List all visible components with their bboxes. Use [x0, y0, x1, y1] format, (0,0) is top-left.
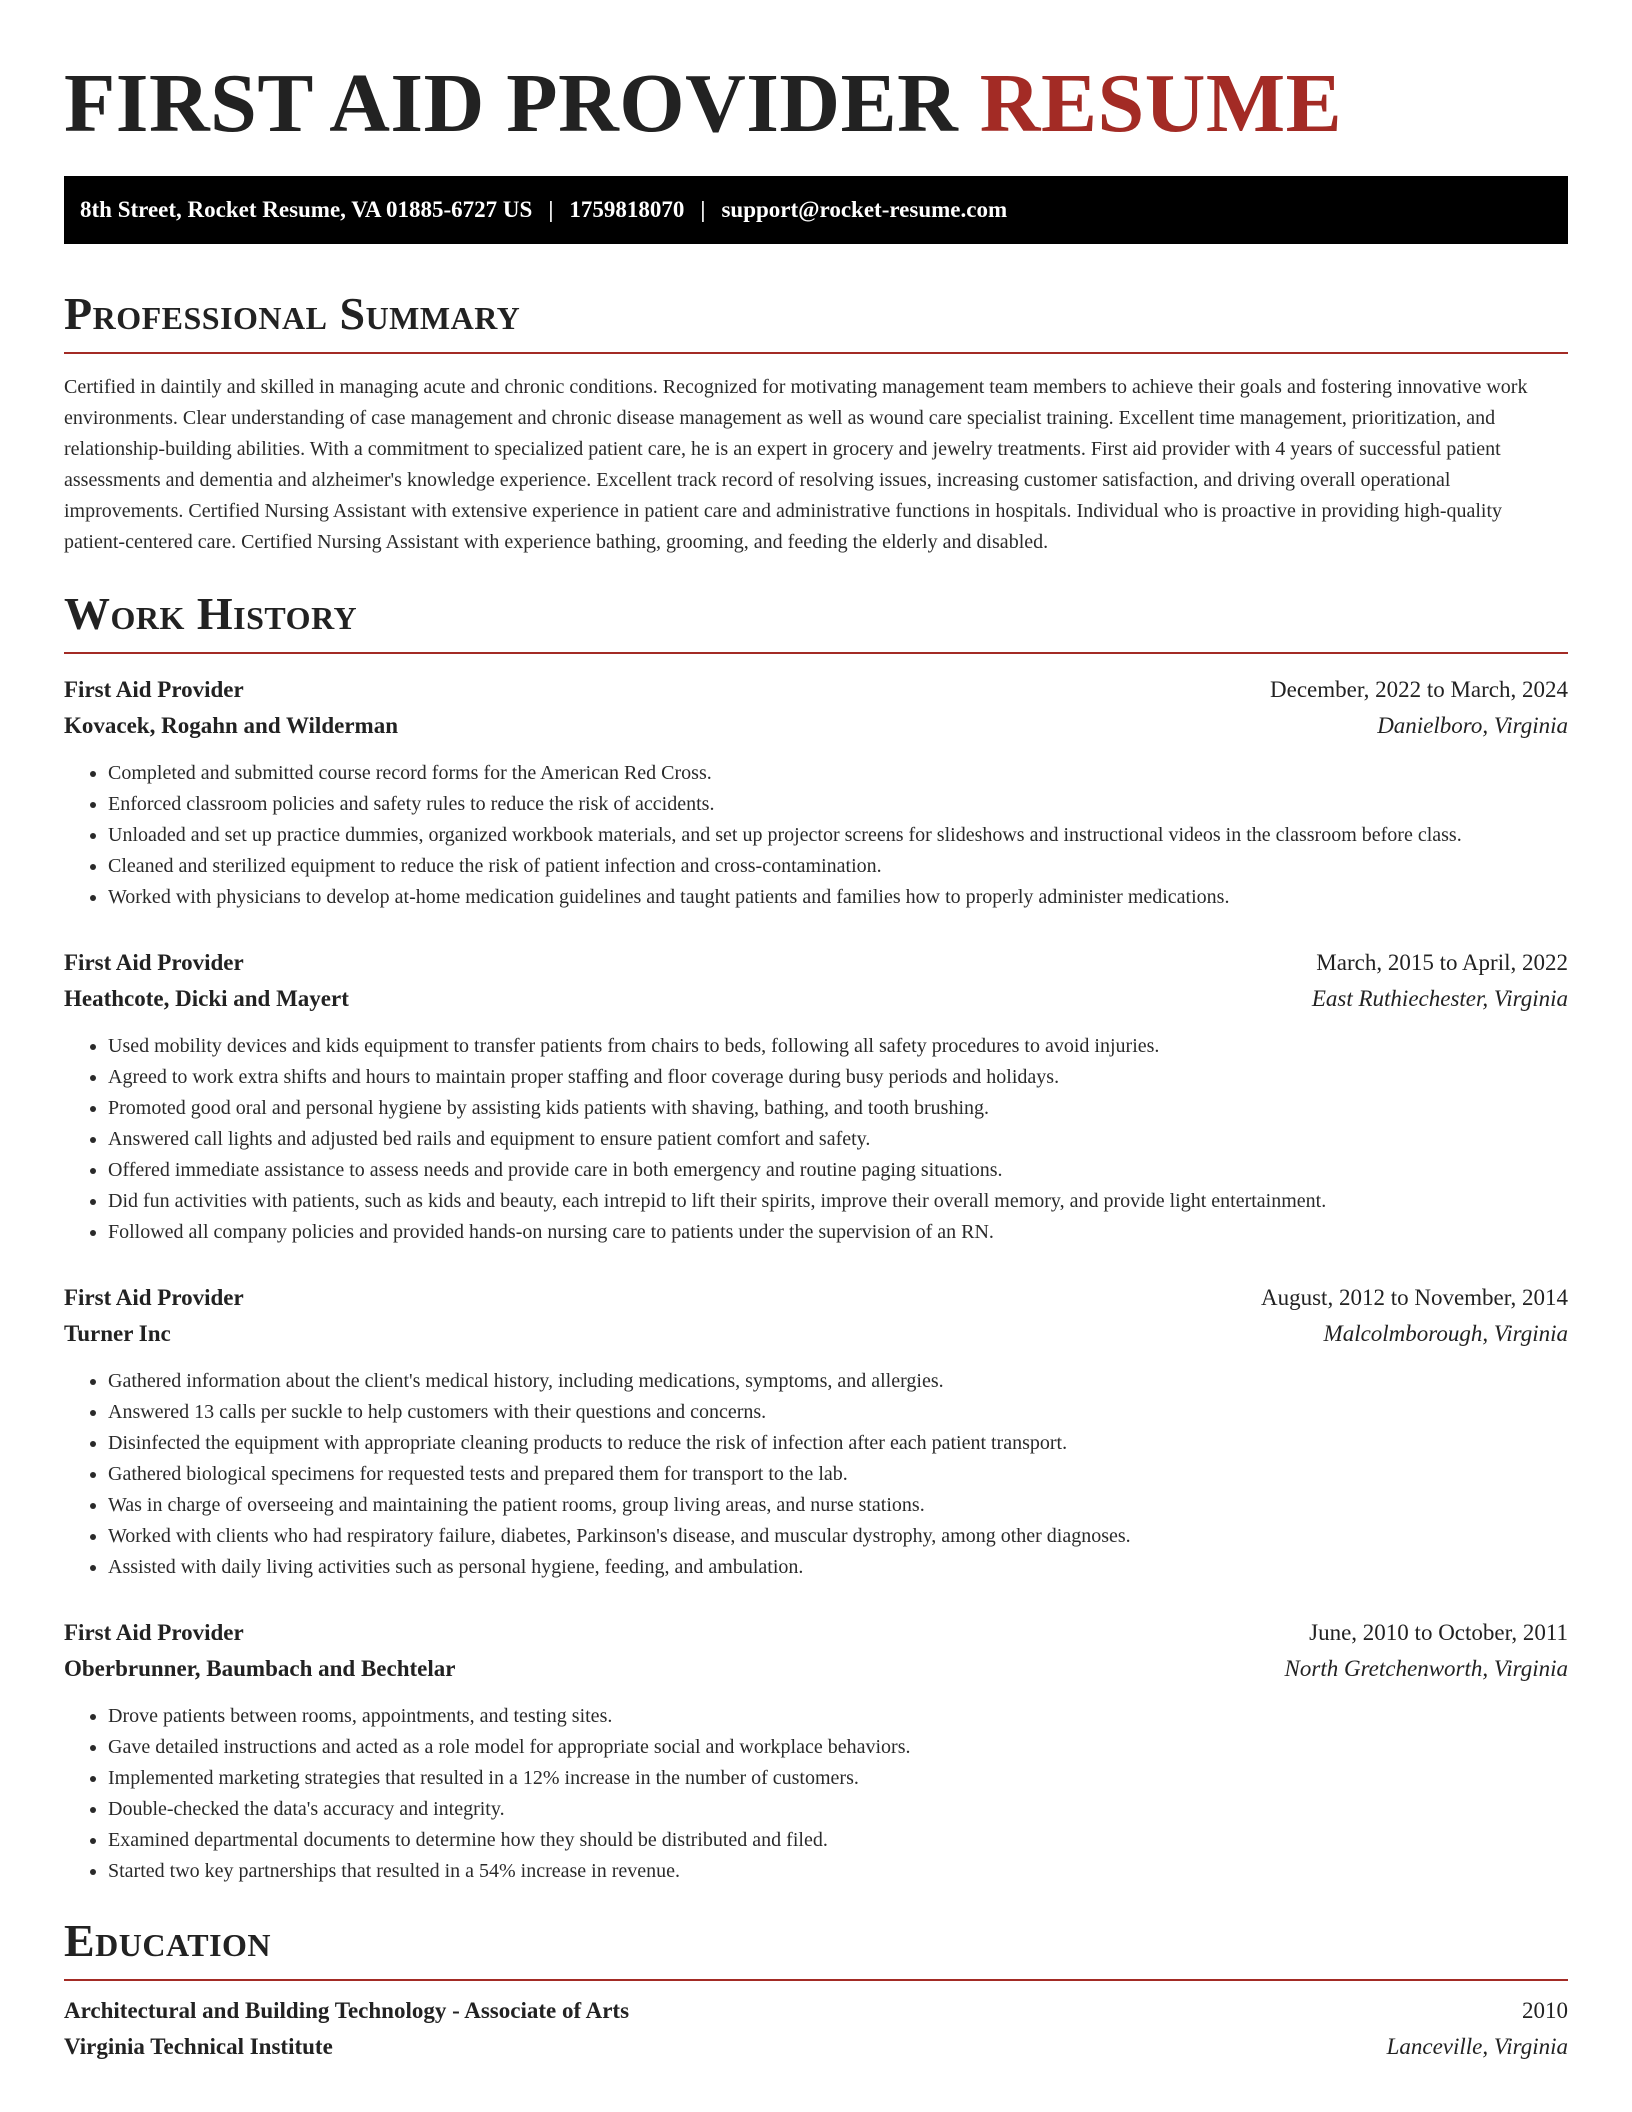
job-dates: December, 2022 to March, 2024 [1270, 677, 1568, 702]
job-location: Danielboro, Virginia [1377, 713, 1568, 738]
list-item: • Gathered biological specimens for requested tests and prepared them for transport to the lab. [108, 1459, 1568, 1490]
job-company-row [64, 1318, 1568, 1350]
job-location: North Gretchenworth, Virginia [1284, 1656, 1568, 1681]
list-item: • Followed all company policies and provided hands-on nursing care to patients under the supervision of an RN. [108, 1217, 1568, 1248]
job-company: Heathcote, Dicki and Mayert [64, 986, 349, 1011]
job-header-row [64, 674, 1568, 706]
education-degree: Architectural and Building Technology - Associate of Arts [64, 1998, 630, 2023]
contact-email: support@rocket-resume.com [721, 197, 1008, 222]
list-item: • Completed and submitted course record forms for the American Red Cross. [108, 758, 1568, 789]
job-company: Turner Inc [64, 1321, 171, 1346]
job-location: East Ruthiechester, Virginia [1311, 986, 1568, 1011]
professional-summary-section [64, 286, 1568, 558]
job-bullet-list [64, 1031, 1568, 1248]
list-item: • Drove patients between rooms, appointments, and testing sites. [108, 1701, 1568, 1732]
list-item: • Agreed to work extra shifts and hours to maintain proper staffing and floor coverage during busy periods and holidays. [108, 1062, 1568, 1093]
section-divider [64, 652, 1568, 654]
summary-text: Certified in daintily and skilled in managing acute and chronic conditions. Recognized for motivating management team members to achieve their goals and fostering innovative work environments. Clear understanding of case management and chronic disease management as well as wound care specialist training. Excellent time management, prioritization, and relationship-building abilities. With a commitment to specialized patient care, he is an expert in grocery and jewelry treatments. First aid provider with 4 years of successful patient assessments and dementia and alzheimer's knowledge experience. Excellent track record of resolving issues, increasing customer satisfaction, and driving overall operational improvements. Certified Nursing Assistant with extensive experience in patient care and administrative functions in hospitals. Individual who is proactive in providing high-quality patient-centered care. Certified Nursing Assistant with experience bathing, grooming, and feeding the elderly and disabled. [64, 376, 1528, 553]
list-item: • Worked with physicians to develop at-home medication guidelines and taught patients and families how to properly administer medications. [108, 882, 1568, 913]
list-item: • Assisted with daily living activities such as personal hygiene, feeding, and ambulation. [108, 1552, 1568, 1583]
job-bullet-list [64, 1701, 1568, 1887]
contact-phone: 1759818070 [569, 197, 685, 222]
list-item: • Gave detailed instructions and acted as a role model for appropriate social and workplace behaviors. [108, 1732, 1568, 1763]
job-company-row [64, 983, 1568, 1015]
education-year: 2010 [1522, 1998, 1568, 2023]
list-item: • Used mobility devices and kids equipment to transfer patients from chairs to beds, following all safety procedures to avoid injuries. [108, 1031, 1568, 1062]
title-main: FIRST AID PROVIDER [64, 57, 959, 150]
job-entry [64, 1282, 1568, 1583]
job-title: First Aid Provider [64, 950, 244, 975]
job-company-row [64, 710, 1568, 742]
job-entry [64, 674, 1568, 913]
list-item: • Answered call lights and adjusted bed rails and equipment to ensure patient comfort and safety. [108, 1124, 1568, 1155]
education-location: Lanceville, Virginia [1386, 2034, 1568, 2059]
job-title: First Aid Provider [64, 1285, 244, 1310]
section-heading-work: Work History [64, 588, 358, 639]
section-heading-education: Education [64, 1915, 272, 1966]
resume-title [64, 56, 1568, 152]
education-entry [64, 1995, 1568, 2063]
list-item: • Examined departmental documents to determine how they should be distributed and filed. [108, 1825, 1568, 1856]
title-accent: RESUME [979, 57, 1343, 150]
job-entry [64, 1617, 1568, 1887]
contact-bar [64, 176, 1568, 244]
job-location: Malcolmborough, Virginia [1323, 1321, 1568, 1346]
job-bullet-list [64, 1366, 1568, 1583]
job-dates: June, 2010 to October, 2011 [1309, 1620, 1568, 1645]
job-header-row [64, 1282, 1568, 1314]
job-title: First Aid Provider [64, 1620, 244, 1645]
job-entry [64, 947, 1568, 1248]
job-company: Kovacek, Rogahn and Wilderman [64, 713, 398, 738]
section-divider [64, 1979, 1568, 1981]
job-bullet-list [64, 758, 1568, 913]
section-heading-summary: Professional Summary [64, 288, 521, 339]
list-item: • Answered 13 calls per suckle to help customers with their questions and concerns. [108, 1397, 1568, 1428]
job-list [64, 674, 1568, 1887]
contact-separator: | [700, 197, 706, 222]
list-item: • Promoted good oral and personal hygiene by assisting kids patients with shaving, bathing, and tooth brushing. [108, 1093, 1568, 1124]
education-school: Virginia Technical Institute [64, 2034, 333, 2059]
contact-address: 8th Street, Rocket Resume, VA 01885-6727 US [80, 197, 533, 222]
list-item: • Did fun activities with patients, such as kids and beauty, each intrepid to lift their spirits, improve their overall memory, and provide light entertainment. [108, 1186, 1568, 1217]
contact-separator: | [548, 197, 554, 222]
job-company: Oberbrunner, Baumbach and Bechtelar [64, 1656, 456, 1681]
list-item: • Was in charge of overseeing and maintaining the patient rooms, group living areas, and nurse stations. [108, 1490, 1568, 1521]
list-item: • Disinfected the equipment with appropriate cleaning products to reduce the risk of infection after each patient transport. [108, 1428, 1568, 1459]
job-title: First Aid Provider [64, 677, 244, 702]
list-item: • Worked with clients who had respiratory failure, diabetes, Parkinson's disease, and muscular dystrophy, among other diagnoses. [108, 1521, 1568, 1552]
job-header-row [64, 947, 1568, 979]
job-company-row [64, 1653, 1568, 1685]
list-item: • Implemented marketing strategies that resulted in a 12% increase in the number of customers. [108, 1763, 1568, 1794]
list-item: • Offered immediate assistance to assess needs and provide care in both emergency and routine paging situations. [108, 1155, 1568, 1186]
list-item: • Started two key partnerships that resulted in a 54% increase in revenue. [108, 1856, 1568, 1887]
list-item: • Enforced classroom policies and safety rules to reduce the risk of accidents. [108, 789, 1568, 820]
education-section [64, 1913, 1568, 2063]
job-dates: March, 2015 to April, 2022 [1316, 950, 1568, 975]
job-header-row [64, 1617, 1568, 1649]
list-item: • Cleaned and sterilized equipment to reduce the risk of patient infection and cross-contamination. [108, 851, 1568, 882]
list-item: • Gathered information about the client's medical history, including medications, symptoms, and allergies. [108, 1366, 1568, 1397]
work-history-section [64, 586, 1568, 1887]
list-item: • Double-checked the data's accuracy and integrity. [108, 1794, 1568, 1825]
section-divider [64, 352, 1568, 354]
job-dates: August, 2012 to November, 2014 [1261, 1285, 1568, 1310]
list-item: • Unloaded and set up practice dummies, organized workbook materials, and set up projector screens for slideshows and instructional videos in the classroom before class. [108, 820, 1568, 851]
